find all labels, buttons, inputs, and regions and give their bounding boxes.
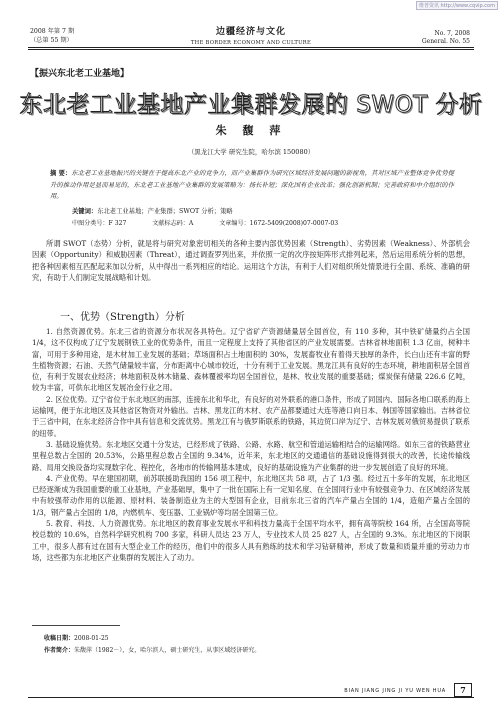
section-label: 【振兴东北老工业基地】 bbox=[30, 69, 130, 79]
keywords-text: 东北老工业基地；产业集群；SWOT 分析；策略 bbox=[97, 208, 233, 215]
journal-name-en: THE BORDER ECONOMY AND CULTURE bbox=[190, 40, 312, 46]
article-title: 东北老工业基地产业集群发展的 SWOT 分析 bbox=[19, 92, 483, 118]
classification-line bbox=[72, 218, 362, 227]
abstract-label: 摘 要： bbox=[50, 170, 72, 177]
body-text bbox=[32, 326, 470, 563]
page-number: 7 bbox=[454, 683, 472, 697]
paragraph-industry: 4. 产业优势。早在建国初期，前苏联援助我国的 156 项工程中，东北地区共 58 项，占了 1/3 强。经过五十多年的发展，东北地区已经逐渐成为我国重要的重工业基地，产业基础厚，集中了一批在国际上有一定知名度、在全国同行业中有较强竞争力、在区域经济发展中有较强带动作用的以能源、原材料、装备制造业为主的大型国有企业，目前东北三省的汽车产量占全国的 1/4，造船产量占全国的 1/3，钢产量占全国的 1/8，内燃机车、变压器、工业锅炉等均居全国第三位。 bbox=[32, 473, 470, 517]
keywords-label: 关键词： bbox=[72, 208, 98, 215]
keywords bbox=[72, 206, 233, 215]
issue-total: （总第 55 期） bbox=[30, 36, 73, 44]
footer-journal-pinyin: BIAN JIANG JING JI YU WEN HUA bbox=[344, 688, 446, 694]
header-rule bbox=[28, 47, 474, 48]
author-bio bbox=[44, 645, 260, 654]
issue-info-en bbox=[422, 30, 470, 46]
paragraph-natural-resources: 1. 自然资源优势。东北三省的资源分布状况各具特色。辽宁省矿产资源储量居全国首位，有 110 多种，其中铁矿储量约占全国 1/4，这不仅构成了辽宁发展钢铁工业的优势条件，而且一定程度上支持了其他省区的产业发展需要。吉林省林地面积 1.3 亿亩，树种丰富，可用于多种用途，是木材加工业发展的基础；草场面积占土地面积的 30%，发展畜牧业有着得天独厚的条件，长白山还有丰富的野生植物资源；石油、天然气储量较丰富，分布距离中心城市较近，十分有利于工业发展。黑龙江具有良好的生态环境，耕地面积居全国首位，有利于发展农业经济；林地面积及林木储量、森林覆被率均居全国首位，是林、牧业发展的重要基础；煤炭保有储量 226.6 亿吨，较为丰富，可供东北地区发展冶金行业之用。 bbox=[32, 327, 470, 393]
paragraph-location: 2. 区位优势。辽宁省位于东北地区的南部，连接东北和华北，有良好的对外联系的港口条件，形成了同国内、国际各地口联系的海上运输网，便于东北地区及其他省区物资对外输出。吉林、黑龙江的木材、农产品都要通过大连等港口向日本、韩国等国家输出。吉林省位于三省中间，在东北经济合作中具有信息和交流优势。黑龙江有与俄罗斯联系的铁路，其边贸口岸为辽宁、吉林发展对俄贸易提供了联系的纽带。 bbox=[32, 394, 470, 438]
document-code: 文献标志码：A bbox=[152, 220, 194, 227]
issue-number: 2008 年第 7 期 bbox=[30, 28, 75, 35]
paragraph-infrastructure: 3. 基础设施优势。东北地区交通十分发达，已经形成了铁路、公路、水路、航空和管道运输相结合的运输网络。如东三省的铁路营业里程总数占全国的 20.53%，公路里程总数占全国的 9.34%，近年来，东北地区的交通通信的基础设施得到很大的改善，长途传输线路、局用交换设备均实现数字化、程控化，各地市的传输网基本建成，良好的基础设施为产业集群的进一步发展创造了良好的环境。 bbox=[32, 439, 470, 472]
section-heading: 一、优势（Strength）分析 bbox=[60, 312, 185, 323]
received-date bbox=[44, 633, 109, 642]
watermark-badge: 维普资讯 http://www.cqvip.com bbox=[416, 1, 498, 10]
footnote-rule bbox=[32, 625, 120, 626]
intro-text: 所谓 SWOT（态势）分析，就是将与研究对象密切相关的各种主要内部优势因素（Strength）、劣势因素（Weakness）、外部机会因素（Opportunity）和威胁因素（Threat），通过调查罗列出来，并依照一定的次序按矩阵形式排列起来，然后运用系统分析的思想，把各种因素相互匹配起来加以分析，从中得出一系列相应的结论。运用这个方法，有利于人们对组织所处情景进行全面、系统、准确的研究，有助于人们制定发展战略和计划。 bbox=[32, 239, 470, 282]
clc-number: 中图分类号：F 327 bbox=[72, 220, 127, 227]
author-bio-label: 作者简介： bbox=[44, 647, 75, 654]
paragraph-education: 5. 教育、科技、人力资源优势。东北地区的教育事业发展水平和科技力量高于全国平均水平，拥有高等院校 164 所，占全国高等院校总数的 10.6%，自然科学研究机构 700 多家，科研人员达 23 万人，专业技术人员 25 827 人，占全国的 9.3%。东北地区的下岗职工中，很多人都有过在国有大型企业工作的经历，他们中的很多人具有熟练的技术和学习钻研精神，形成了数量和质量并重的劳动力市场，这些都为东北地区产业集群的发展注入了动力。 bbox=[32, 519, 470, 562]
received-value: 2008-01-25 bbox=[74, 635, 109, 642]
author-affiliation: （黑龙江大学 研究生院，哈尔滨 150080） bbox=[187, 148, 315, 156]
received-label: 收稿日期： bbox=[44, 635, 75, 642]
journal-name-cn: 边疆经济与文化 bbox=[215, 27, 286, 37]
author-name: 朱 馥 萍 bbox=[215, 124, 287, 137]
issue-no-en: No. 7, 2008 bbox=[434, 30, 470, 37]
abstract-text: 东北老工业基地振兴的关键在于提高东北产业的竞争力，而产业集群作为研究区域经济发展问题的新视角，其对区域产业整体竞争优势提升的推动作用是显而易见的，东北老工业基地产业集群的发展策略为：扬长补短；深化国有企业改革；强化创新机制；完善政府和中介组织的作用。 bbox=[50, 170, 454, 201]
article-number: 文章编号：1672-5409(2008)07-0007-03 bbox=[219, 220, 339, 227]
author-bio-text: 朱馥萍（1982－），女，哈尔滨人，硕士研究生，从事区域经济研究。 bbox=[74, 647, 261, 654]
abstract bbox=[50, 168, 454, 203]
general-no-en: General. No. 55 bbox=[421, 38, 470, 45]
header-rule-thin bbox=[28, 49, 474, 50]
footer-rule bbox=[28, 697, 474, 698]
intro-paragraph bbox=[32, 238, 470, 283]
